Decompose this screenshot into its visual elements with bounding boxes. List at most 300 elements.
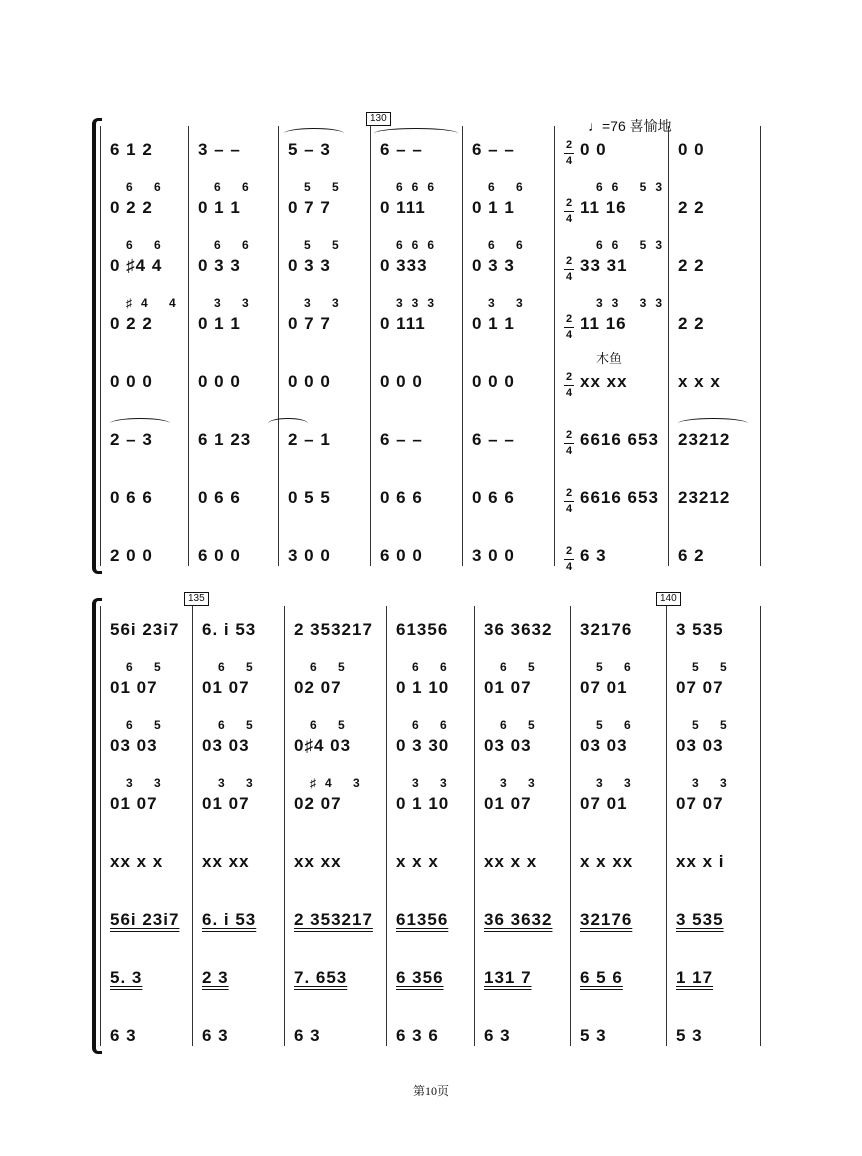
notation-text: xx x i xyxy=(676,852,725,871)
notation-text: 03 03 xyxy=(580,736,628,755)
measure-number-140: 140 xyxy=(656,592,681,606)
octave-upper-notes: 5 5 xyxy=(692,660,736,674)
time-signature xyxy=(564,196,574,227)
time-signature-top: 2 xyxy=(564,312,574,328)
measure xyxy=(202,660,280,722)
octave-upper-notes: 3 3 xyxy=(126,776,170,790)
measure xyxy=(564,126,664,184)
notation-text: 07 01 xyxy=(580,678,628,697)
octave-upper-notes: 6 5 xyxy=(126,718,170,732)
measure xyxy=(678,126,756,184)
measure xyxy=(396,660,470,722)
notation-text: 07 07 xyxy=(676,794,724,813)
notation-text: 0 6 6 xyxy=(472,488,515,507)
time-signature-top: 2 xyxy=(564,486,574,502)
octave-upper-notes: 3 3 xyxy=(218,776,262,790)
notation-text: 07 07 xyxy=(676,678,724,697)
notation-text: 0 0 0 xyxy=(198,372,241,391)
notation-text: x x x xyxy=(678,372,721,391)
time-signature xyxy=(564,312,574,343)
staff-row-4 xyxy=(92,776,772,838)
measure xyxy=(564,532,664,590)
time-signature xyxy=(564,138,574,169)
measure xyxy=(198,126,274,184)
measure xyxy=(396,954,470,1012)
notation-text: 0 333 xyxy=(380,256,428,275)
measure xyxy=(110,532,184,590)
notation-text: 23212 xyxy=(678,488,731,507)
measure xyxy=(396,1012,470,1070)
notation-text: 6 0 0 xyxy=(198,546,241,565)
measure xyxy=(288,238,366,300)
staff-row-2 xyxy=(92,180,772,242)
notation-text: 2 353217 xyxy=(294,620,373,639)
measure xyxy=(676,718,756,780)
slur-mark xyxy=(678,418,748,429)
measure xyxy=(380,358,458,416)
slur-mark xyxy=(268,418,308,429)
notation-text: 0 7 7 xyxy=(288,198,331,217)
staff-row-1 xyxy=(92,606,772,664)
notation-text: 6. i 53 xyxy=(202,620,257,639)
notation-text: 02 07 xyxy=(294,794,342,813)
octave-upper-notes: 6 6 xyxy=(488,180,532,194)
octave-upper-notes: 6 6 xyxy=(214,238,258,252)
octave-upper-notes: 3 3 xyxy=(500,776,544,790)
octave-upper-notes: 666 xyxy=(396,238,444,252)
notation-text: 2 2 xyxy=(678,198,705,217)
notation-text: 7. 653 xyxy=(294,968,348,987)
octave-upper-notes: 66 53 xyxy=(596,238,672,252)
measure xyxy=(380,532,458,590)
notation-text: 32176 xyxy=(580,620,633,639)
measure xyxy=(676,660,756,722)
notation-text: 56i 23i7 xyxy=(110,620,180,639)
time-signature-top: 2 xyxy=(564,428,574,444)
staff-row-6 xyxy=(92,896,772,954)
measure xyxy=(484,896,566,954)
measure xyxy=(580,776,662,838)
measure xyxy=(564,474,664,532)
time-signature xyxy=(564,486,574,517)
notation-text: 01 07 xyxy=(202,678,250,697)
measure xyxy=(110,896,188,954)
notation-text: 6 – – xyxy=(380,430,423,449)
time-signature-bottom: 4 xyxy=(565,503,573,515)
notation-text: 6. i 53 xyxy=(202,910,257,929)
notation-text: 36 3632 xyxy=(484,620,553,639)
measure xyxy=(484,1012,566,1070)
measure xyxy=(202,954,280,1012)
slur-mark xyxy=(284,128,344,139)
notation-text: 6 2 xyxy=(678,546,705,565)
measure xyxy=(564,416,664,474)
measure xyxy=(288,358,366,416)
notation-text: xx x x xyxy=(110,852,164,871)
staff-row-7 xyxy=(92,474,772,532)
staff-row-3 xyxy=(92,718,772,780)
staff-row-5 xyxy=(92,358,772,416)
notation-text: xx xx xyxy=(202,852,250,871)
measure xyxy=(676,838,756,896)
measure xyxy=(676,606,756,664)
time-signature-top: 2 xyxy=(564,254,574,270)
measure xyxy=(472,474,550,532)
measure xyxy=(110,606,188,664)
notation-text: 23212 xyxy=(678,430,731,449)
measure xyxy=(484,838,566,896)
time-signature xyxy=(564,544,574,575)
measure xyxy=(288,296,366,358)
octave-upper-notes: 6 5 xyxy=(500,660,544,674)
measure xyxy=(678,242,756,300)
measure xyxy=(110,954,188,1012)
notation-text: 03 03 xyxy=(202,736,250,755)
notation-text: 0 3 30 xyxy=(396,736,450,755)
measure xyxy=(294,896,382,954)
measure xyxy=(294,776,382,838)
time-signature xyxy=(564,254,574,285)
notation-text: 0 1 1 xyxy=(198,198,241,217)
measure xyxy=(110,358,184,416)
notation-text: 0 3 3 xyxy=(472,256,515,275)
measure-number-135: 135 xyxy=(184,592,209,606)
staff-row-6 xyxy=(92,416,772,474)
notation-text: 3 535 xyxy=(676,620,724,639)
octave-upper-notes: ♯4 4 xyxy=(126,296,185,310)
notation-text: 11 16 xyxy=(580,198,627,217)
measure xyxy=(396,776,470,838)
measure xyxy=(202,838,280,896)
octave-upper-notes: 5 5 xyxy=(304,238,348,252)
notation-text: 0 0 0 xyxy=(380,372,423,391)
notation-text: 6 1 2 xyxy=(110,140,153,159)
measure xyxy=(198,238,274,300)
measure xyxy=(396,606,470,664)
measure xyxy=(294,606,382,664)
measure xyxy=(110,126,184,184)
notation-text: 0 0 0 xyxy=(110,372,153,391)
notation-text: 2 3 xyxy=(202,968,229,987)
notation-text: 0 3 3 xyxy=(288,256,331,275)
notation-text: 0 6 6 xyxy=(110,488,153,507)
notation-text: x x x xyxy=(396,852,439,871)
octave-upper-notes: 6 6 xyxy=(412,660,456,674)
time-signature-top: 2 xyxy=(564,544,574,560)
measure xyxy=(580,1012,662,1070)
notation-text: 0 1 1 xyxy=(472,314,515,333)
octave-upper-notes: 33 33 xyxy=(596,296,672,310)
staff-row-7 xyxy=(92,954,772,1012)
measure xyxy=(294,954,382,1012)
measure xyxy=(472,126,550,184)
measure xyxy=(294,660,382,722)
notation-text: 01 07 xyxy=(484,794,532,813)
notation-text: 2 2 xyxy=(678,314,705,333)
measure xyxy=(484,660,566,722)
score-system-1 xyxy=(92,113,772,574)
notation-text: 61356 xyxy=(396,910,449,929)
notation-text: 01 07 xyxy=(202,794,250,813)
time-signature-bottom: 4 xyxy=(565,445,573,457)
notation-text: 0 7 7 xyxy=(288,314,331,333)
notation-text: 3 0 0 xyxy=(288,546,331,565)
measure xyxy=(580,718,662,780)
notation-text: 6 3 xyxy=(294,1026,321,1045)
measure xyxy=(294,718,382,780)
notation-text: 36 3632 xyxy=(484,910,553,929)
measure xyxy=(396,838,470,896)
staff-row-5 xyxy=(92,838,772,896)
time-signature-top: 2 xyxy=(564,196,574,212)
octave-upper-notes: 6 6 xyxy=(214,180,258,194)
notation-text: 6 3 xyxy=(202,1026,229,1045)
staff-row-3 xyxy=(92,238,772,300)
octave-upper-notes: 5 6 xyxy=(596,718,640,732)
staff-row-8 xyxy=(92,532,772,590)
measure xyxy=(472,358,550,416)
notation-text: 3 – – xyxy=(198,140,241,159)
octave-upper-notes: 6 5 xyxy=(500,718,544,732)
measure xyxy=(564,180,672,242)
time-signature-bottom: 4 xyxy=(565,387,573,399)
measure xyxy=(380,238,458,300)
notation-text: 01 07 xyxy=(110,678,158,697)
notation-text: 6 356 xyxy=(396,968,444,987)
octave-upper-notes: 666 xyxy=(396,180,444,194)
staff-row-8 xyxy=(92,1012,772,1070)
measure xyxy=(676,954,756,1012)
measure xyxy=(202,776,280,838)
measure xyxy=(380,296,458,358)
octave-upper-notes: 6 5 xyxy=(310,660,354,674)
notation-text: 0♯4 03 xyxy=(294,736,352,755)
octave-upper-notes: 6 6 xyxy=(412,718,456,732)
measure-number-130: 130 xyxy=(366,112,391,126)
staff-row-2 xyxy=(92,660,772,722)
notation-text: x x xx xyxy=(580,852,634,871)
notation-text: 6616 653 xyxy=(580,488,659,507)
slur-mark xyxy=(374,128,458,139)
notation-text: 0 3 3 xyxy=(198,256,241,275)
notation-text: xx xx xyxy=(580,372,628,391)
measure xyxy=(110,1012,188,1070)
measure xyxy=(472,180,550,242)
notation-text: 6 – – xyxy=(472,140,515,159)
notation-text: 6 3 xyxy=(484,1026,511,1045)
measure xyxy=(580,954,662,1012)
notation-text: 0 1 1 xyxy=(198,314,241,333)
octave-upper-notes: 6 5 xyxy=(218,660,262,674)
notation-text: 0 0 xyxy=(678,140,705,159)
notation-text: 0 0 0 xyxy=(288,372,331,391)
page-number: 第10页 xyxy=(412,1084,449,1098)
notation-text: 0 111 xyxy=(380,198,426,217)
notation-text: 02 07 xyxy=(294,678,342,697)
octave-upper-notes: 3 3 xyxy=(596,776,640,790)
time-signature-bottom: 4 xyxy=(565,271,573,283)
measure xyxy=(676,776,756,838)
notation-text: 2 – 3 xyxy=(110,430,153,449)
notation-text: 3 535 xyxy=(676,910,724,929)
time-signature-bottom: 4 xyxy=(565,329,573,341)
measure xyxy=(678,474,756,532)
octave-upper-notes: 3 3 xyxy=(412,776,456,790)
notation-text: 0 1 1 xyxy=(472,198,515,217)
measure xyxy=(472,296,550,358)
measure xyxy=(110,180,184,242)
octave-upper-notes: 6 5 xyxy=(310,718,354,732)
notation-text: 6 – – xyxy=(472,430,515,449)
measure xyxy=(198,296,274,358)
octave-upper-notes: 6 5 xyxy=(218,718,262,732)
measure xyxy=(110,776,188,838)
score-system-2 xyxy=(92,593,772,1054)
notation-text: 2 2 xyxy=(678,256,705,275)
notation-text: 0 0 0 xyxy=(472,372,515,391)
notation-text: 33 31 xyxy=(580,256,628,275)
measure xyxy=(484,606,566,664)
octave-upper-notes: 6 6 xyxy=(488,238,532,252)
notation-text: 5 3 xyxy=(580,1026,607,1045)
notation-text: 1 17 xyxy=(676,968,714,987)
measure xyxy=(202,1012,280,1070)
notation-text: 0 111 xyxy=(380,314,426,333)
measure xyxy=(678,184,756,242)
measure xyxy=(484,718,566,780)
measure xyxy=(396,896,470,954)
notation-text: 0 ♯4 4 xyxy=(110,256,163,275)
notation-text: 2 353217 xyxy=(294,910,373,929)
measure xyxy=(564,358,664,416)
measure xyxy=(110,296,185,358)
octave-upper-notes: 66 53 xyxy=(596,180,672,194)
notation-text: xx xx xyxy=(294,852,342,871)
notation-text: 03 03 xyxy=(484,736,532,755)
measure xyxy=(564,296,672,358)
time-signature-bottom: 4 xyxy=(565,155,573,167)
time-signature-top: 2 xyxy=(564,370,574,386)
measure xyxy=(564,238,672,300)
notation-text: 131 7 xyxy=(484,968,532,987)
notation-text: 0 6 6 xyxy=(380,488,423,507)
octave-upper-notes: 333 xyxy=(396,296,444,310)
instrument-label-muyu: 木鱼 xyxy=(596,351,623,366)
measure xyxy=(110,238,184,300)
notation-text: 2 – 1 xyxy=(288,430,331,449)
measure xyxy=(484,776,566,838)
measure xyxy=(678,532,756,590)
notation-text: 6 5 6 xyxy=(580,968,623,987)
octave-upper-notes: 6 5 xyxy=(126,660,170,674)
notation-text: 6 1 23 xyxy=(198,430,252,449)
measure xyxy=(288,532,366,590)
measure xyxy=(198,358,274,416)
measure xyxy=(380,416,458,474)
measure xyxy=(580,660,662,722)
notation-text: 5 3 xyxy=(676,1026,703,1045)
notation-text: 01 07 xyxy=(110,794,158,813)
measure xyxy=(198,532,274,590)
notation-text: 61356 xyxy=(396,620,449,639)
octave-upper-notes: 3 3 xyxy=(304,296,348,310)
measure xyxy=(676,896,756,954)
measure xyxy=(202,606,280,664)
time-signature-bottom: 4 xyxy=(565,213,573,225)
notation-text: 5 – 3 xyxy=(288,140,331,159)
time-signature-top: 2 xyxy=(564,138,574,154)
staff-row-4 xyxy=(92,296,772,358)
notation-text: 6616 653 xyxy=(580,430,659,449)
notation-text: 0 1 10 xyxy=(396,678,450,697)
notation-text: 03 03 xyxy=(110,736,158,755)
measure xyxy=(288,180,366,242)
measure xyxy=(288,474,366,532)
measure xyxy=(396,718,470,780)
measure xyxy=(198,180,274,242)
octave-upper-notes: 3 3 xyxy=(692,776,736,790)
measure xyxy=(472,238,550,300)
notation-text: 6 0 0 xyxy=(380,546,423,565)
measure xyxy=(676,1012,756,1070)
measure xyxy=(580,606,662,664)
notation-text: 0 6 6 xyxy=(198,488,241,507)
notation-text: 6 3 xyxy=(580,546,607,565)
notation-text: 6 3 xyxy=(110,1026,137,1045)
octave-upper-notes: 5 5 xyxy=(692,718,736,732)
notation-text: xx x x xyxy=(484,852,538,871)
notation-text: 01 07 xyxy=(484,678,532,697)
notation-text: 0 2 2 xyxy=(110,198,153,217)
measure xyxy=(472,416,550,474)
tempo-text: =76 喜愉地 xyxy=(602,118,672,134)
notation-text: 03 03 xyxy=(676,736,724,755)
time-signature-bottom: 4 xyxy=(565,561,573,573)
measure xyxy=(294,838,382,896)
measure xyxy=(580,838,662,896)
measure xyxy=(110,660,188,722)
measure xyxy=(202,718,280,780)
measure xyxy=(202,896,280,954)
notation-text: 6 3 6 xyxy=(396,1026,439,1045)
notation-text: 3 0 0 xyxy=(472,546,515,565)
measure xyxy=(472,532,550,590)
notation-text: 0 5 5 xyxy=(288,488,331,507)
time-signature xyxy=(564,370,574,401)
octave-upper-notes: 5 5 xyxy=(304,180,348,194)
measure xyxy=(380,180,458,242)
measure xyxy=(110,838,188,896)
time-signature xyxy=(564,428,574,459)
notation-text: 0 1 10 xyxy=(396,794,450,813)
measure xyxy=(484,954,566,1012)
notation-text: 32176 xyxy=(580,910,633,929)
measure xyxy=(198,474,274,532)
measure xyxy=(294,1012,382,1070)
quarter-note-icon: ♩ xyxy=(588,118,602,134)
measure xyxy=(380,474,458,532)
notation-text: 2 0 0 xyxy=(110,546,153,565)
measure xyxy=(110,474,184,532)
measure xyxy=(110,718,188,780)
measure xyxy=(678,358,756,416)
octave-upper-notes: 3 3 xyxy=(214,296,258,310)
notation-text: 0 2 2 xyxy=(110,314,153,333)
octave-upper-notes: 3 3 xyxy=(488,296,532,310)
notation-text: 11 16 xyxy=(580,314,627,333)
octave-upper-notes: 5 6 xyxy=(596,660,640,674)
octave-upper-notes: 6 6 xyxy=(126,238,170,252)
